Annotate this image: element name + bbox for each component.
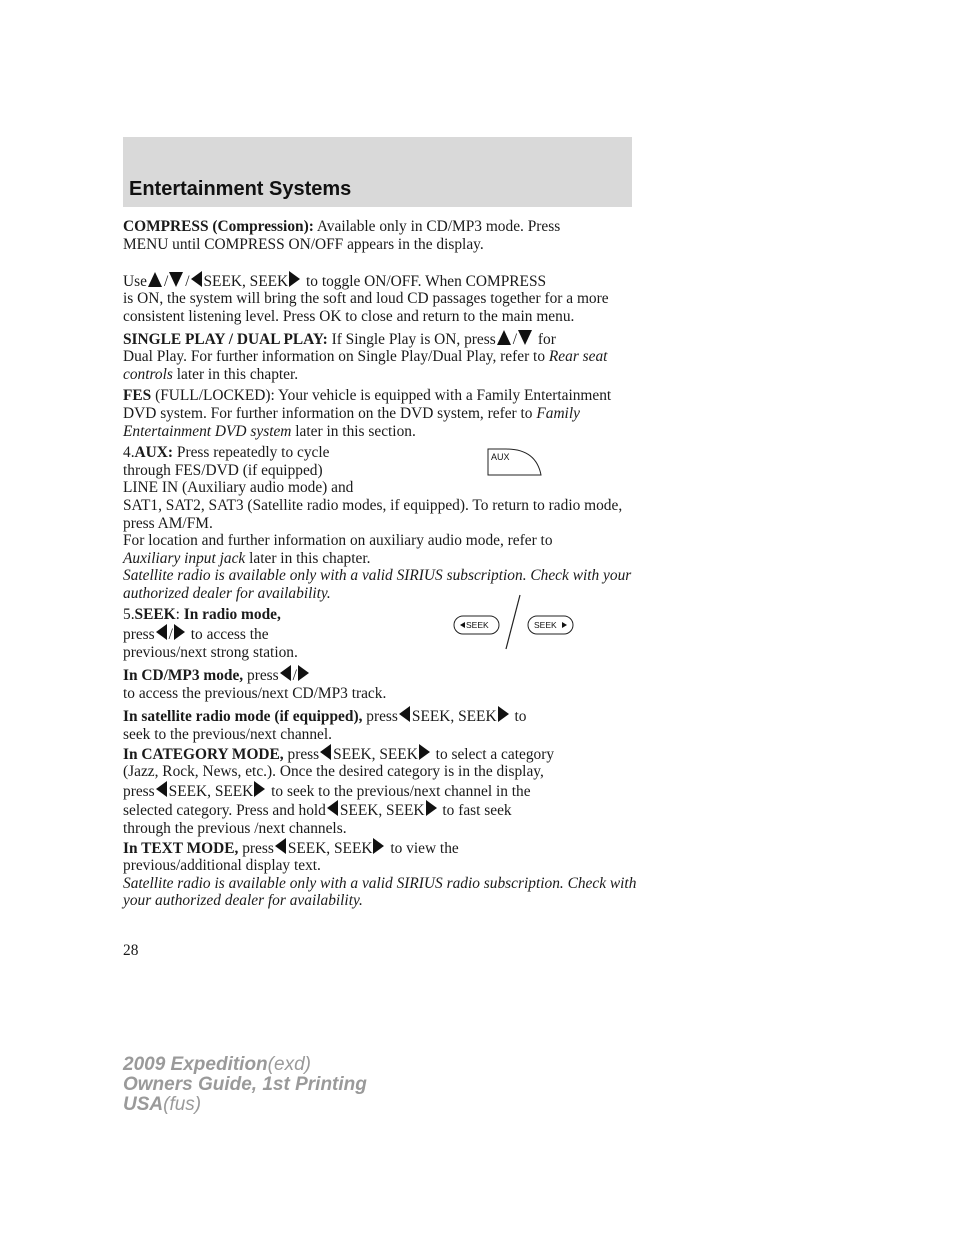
down-arrow-icon [169, 272, 183, 287]
left-arrow-icon [275, 838, 286, 854]
aux-button-illustration [486, 447, 546, 477]
page-content [123, 218, 638, 914]
up-arrow-icon [148, 272, 162, 287]
compress-label: COMPRESS (Compression): [123, 218, 314, 235]
right-arrow-icon [254, 781, 265, 797]
aux-note: Satellite radio is available only with a valid SIRIUS subscription. Check with your authorized dealer for availability. [123, 567, 632, 602]
seek-note: Satellite radio is available only with a valid SIRIUS radio subscription. Check with your authorized dealer for availability. [123, 874, 637, 910]
svg-text:SEEK: SEEK [534, 620, 557, 630]
left-arrow-icon [399, 706, 410, 722]
divider [506, 595, 520, 649]
left-arrow-icon [156, 781, 167, 797]
left-arrow-icon [320, 744, 331, 760]
seek-cd-paragraph: In CD/MP3 mode, press / to access the previous/next CD/MP3 track. [123, 667, 387, 702]
compress-paragraph: COMPRESS (Compression): Available only in CD/MP3 mode. Press MENU until COMPRESS ON/OFF appears in the display. Use / / SEEK, SEEK to toggle ON/OFF. When COMPRESS is ON, the system will bring the soft and loud CD passages together for a more consistent listening level. Press OK to close and return to the main menu. [123, 218, 609, 325]
seek-left-arrow-icon [460, 622, 465, 628]
seek-right-arrow-icon [562, 622, 567, 628]
up-arrow-icon [497, 330, 511, 345]
right-arrow-icon [174, 624, 185, 640]
right-arrow-icon [426, 800, 437, 816]
seek-buttons-illustration [452, 592, 574, 652]
aux-button-label: AUX [491, 452, 510, 462]
page-number: 28 [123, 942, 139, 959]
left-arrow-icon [191, 271, 202, 287]
section-title: Entertainment Systems [129, 178, 352, 200]
left-arrow-icon [156, 624, 167, 640]
seek-paragraph: 5.SEEK: In radio mode, press / to access the previous/next strong station. [123, 606, 298, 661]
left-arrow-icon [327, 800, 338, 816]
aux-paragraph: 4.AUX: Press repeatedly to cycle through FES/DVD (if equipped) LINE IN (Auxiliary audio mode) and SAT1, SAT2, SAT3 (Satellite radio modes, if equipped). To return to radio mode, press AM/FM. For location and further information on auxiliary audio mode, refer to Auxiliary input jack later in this chapter. Satellite radio is available only with a valid SIRIUS subscription. Check with your authorized dealer for availability. [123, 444, 632, 602]
right-arrow-icon [419, 744, 430, 760]
footer: 2009 Expedition(exd) Owners Guide, 1st Printing USA(fus) [123, 1054, 367, 1115]
aux-label: AUX: [134, 444, 174, 462]
right-arrow-icon [289, 271, 300, 287]
right-arrow-icon [498, 706, 509, 722]
single-play-label: SINGLE PLAY / DUAL PLAY: [123, 330, 328, 348]
single-play-paragraph: SINGLE PLAY / DUAL PLAY: If Single Play is ON, press / for Dual Play. For further information on Single Play/Dual Play, refer to Rear seat controls later in this chapter. [123, 330, 608, 383]
right-arrow-icon [373, 838, 384, 854]
right-arrow-icon [298, 665, 309, 681]
seek-sat-paragraph: In satellite radio mode (if equipped), press SEEK, SEEK to seek to the previous/next channel. In CATEGORY MODE, press SEEK, SEEK to select a category (Jazz, Rock, News, etc.). Once the desired category is in the display, press SEEK, SEEK to seek to the previous/next channel in the selected category. Press and hold SEEK, SEEK to fast seek through the previous /next channels. In TEXT MODE, press SEEK, SEEK to view the previous/additional display text. Satellite radio is available only with a valid SIRIUS radio subscription. Check with your authorized dealer for availability. [123, 708, 637, 910]
seek-label: SEEK [134, 606, 176, 624]
fes-label: FES [123, 387, 152, 405]
left-arrow-icon [280, 665, 291, 681]
svg-text:SEEK: SEEK [466, 620, 489, 630]
down-arrow-icon [518, 330, 532, 345]
fes-paragraph: FES (FULL/LOCKED): Your vehicle is equipped with a Family Entertainment DVD system. For further information on the DVD system, refer to Family Entertainment DVD system later in this section. [123, 387, 612, 440]
